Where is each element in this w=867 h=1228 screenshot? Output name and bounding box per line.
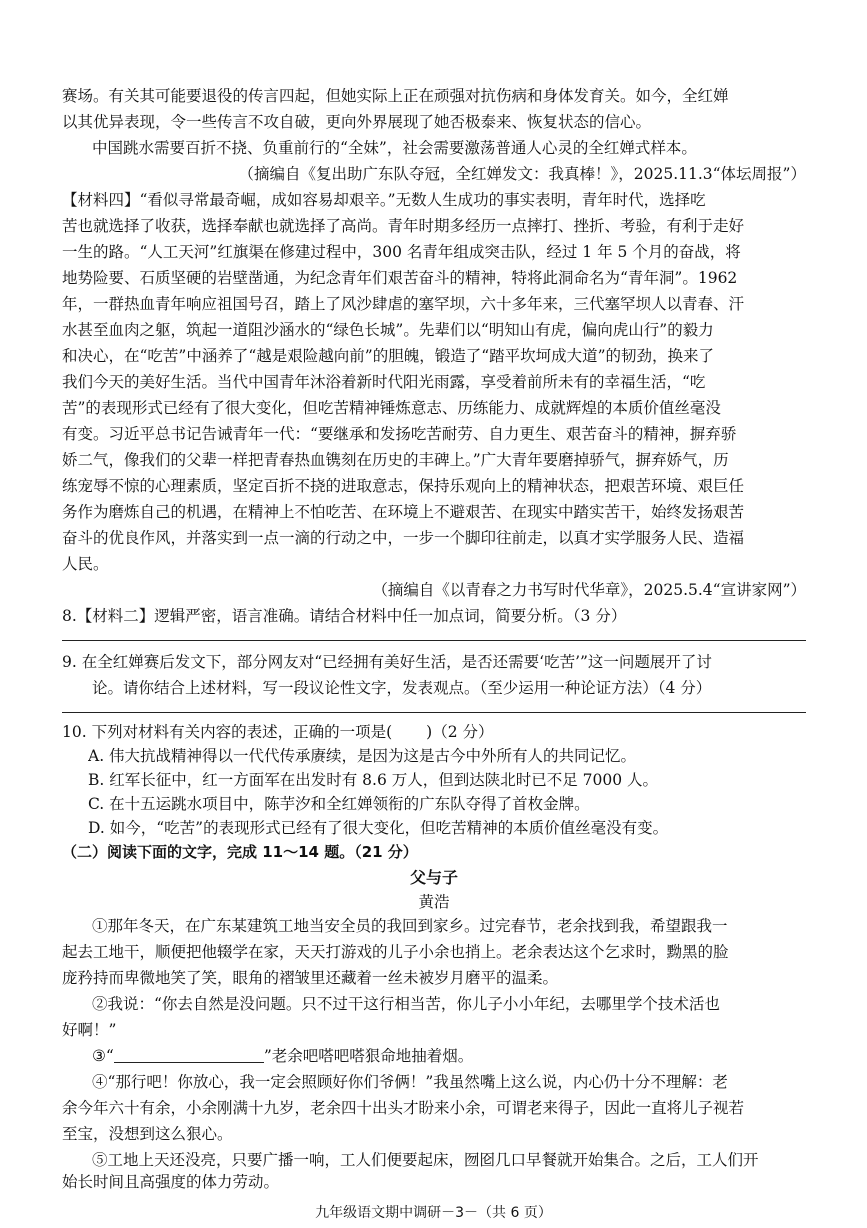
- story-p2-line-1: ②我说：“你去自然是没问题。只不过干这行相当苦，你儿子小小年纪，去哪里学个技术活也: [92, 995, 720, 1013]
- question-9-line-2: 论。请你结合上述材料，写一段议论性文字，发表观点。（至少运用一种论证方法）（4 分）: [92, 679, 712, 697]
- material4-line-8: 我们今天的美好生活。当代中国青年沐浴着新时代阳光雨露，享受着前所未有的幸福生活，“吃: [62, 373, 706, 391]
- source-material-4: （摘编自《以青春之力书写时代华章》，2025.5.4“宣讲家网”）: [372, 581, 806, 599]
- answer-line-q9[interactable]: [62, 712, 806, 713]
- question-10-stem-end: )（2 分）: [426, 723, 494, 741]
- story-p5-line-2: 始长时间且高强度的体力劳动。: [62, 1173, 280, 1191]
- story-p3-open: ③“: [92, 1047, 114, 1065]
- source-material-3: （摘编自《复出助广东队夺冠，全红婵发文：我真棒！》，2025.11.3“体坛周报”）: [238, 165, 806, 183]
- material4-line-9: 苦”的表现形式已经有了很大变化，但吃苦精神锤炼意志、历练能力、成就辉煌的本质价值丝毫没: [62, 399, 721, 417]
- continuation-line-2: 以其优异表现，令一些传言不攻自破，更向外界展现了她否极泰来、恢复状态的信心。: [62, 113, 652, 131]
- material4-line-3: 一生的路。“人工天河”红旗渠在修建过程中，300 名青年组成突击队，经过 1 年 5 个月的奋战，将: [62, 243, 741, 261]
- page-footer: 九年级语文期中调研－3－（共 6 页）: [315, 1205, 552, 1221]
- material4-line-13: 务作为磨炼自己的机遇，在精神上不怕吃苦、在环境上不避艰苦、在现实中踏实苦干，始终发扬艰苦: [62, 503, 745, 521]
- question-10-stem: [62, 722, 806, 742]
- material4-line-2: 苦也就选择了收获，选择奉献也就选择了高尚。青年时期多经历一点摔打、挫折、考验，有利于走好: [62, 217, 745, 235]
- story-p4-line-3: 至宝，没想到这么狠心。: [62, 1125, 233, 1143]
- material4-line-1: 【材料四】“看似寻常最奇崛，成如容易却艰辛。”无数人生成功的事实表明，青年时代，选择吃: [62, 191, 706, 209]
- material4-line-6: 水甚至血肉之躯，筑起一道阻沙涵水的“绿色长城”。先辈们以“明知山有虎，偏向虎山行”的毅力: [62, 321, 714, 339]
- material4-line-15: 人民。: [62, 555, 109, 573]
- story-title: 父与子: [409, 868, 458, 887]
- option-b: B. 红军长征中，红一方面军在出发时有 8.6 万人，但到达陕北时已不足 7000 人。: [88, 771, 659, 789]
- question-8: 8.【材料二】逻辑严密，语言准确。请结合材料中任一加点词，简要分析。（3 分）: [62, 607, 627, 625]
- material4-line-10: 有变。习近平总书记告诫青年一代：“要继承和发扬吃苦耐劳、自力更生、艰苦奋斗的精神，摒弃骄: [62, 425, 737, 443]
- question-9-line-1: 9. 在全红婵赛后发文下，部分网友对“已经拥有美好生活，是否还需要‘吃苦’”这一问题展开了讨: [62, 653, 712, 671]
- section-2-heading: （二）阅读下面的文字，完成 11～14 题。（21 分）: [62, 843, 418, 861]
- option-c: C. 在十五运跳水项目中，陈芋汐和全红婵领衔的广东队夺得了首枚金牌。: [88, 795, 590, 813]
- story-p5-line-1: ⑤工地上天还没亮，只要广播一响，工人们便要起床，囫囵几口早餐就开始集合。之后，工人们开: [92, 1151, 759, 1169]
- story-p1-line-3: 庞矜持而卑微地笑了笑，眼角的褶皱里还藏着一丝未被岁月磨平的温柔。: [62, 969, 559, 987]
- story-p4-line-2: 余今年六十有余，小余刚满十九岁，老余四十出头才盼来小余，可谓老来得子，因此一直将儿子视若: [62, 1099, 745, 1117]
- option-d: D. 如今，“吃苦”的表现形式已经有了很大变化，但吃苦精神的本质价值丝毫没有变。: [88, 819, 669, 837]
- continuation-line-1: 赛场。有关其可能要退役的传言四起，但她实际上正在顽强对抗伤病和身体发育关。如今，全红婵: [62, 87, 729, 105]
- continuation-indent-line: 中国跳水需要百折不挠、负重前行的“全妹”，社会需要激荡普通人心灵的全红婵式样本。: [92, 139, 697, 157]
- material4-line-14: 奋斗的优良作风，并落实到一点一滴的行动之中，一步一个脚印往前走，以真才实学服务人民、造福: [62, 529, 745, 547]
- option-a: A. 伟大抗战精神得以一代代传承赓续，是因为这是古今中外所有人的共同记忆。: [88, 747, 637, 765]
- story-p4-line-1: ④“那行吧！你放心，我一定会照顾好你们爷俩！”我虽然嘴上这么说，内心仍十分不理解：老: [92, 1073, 728, 1091]
- material4-line-5: 年，一群热血青年响应祖国号召，踏上了风沙肆虐的塞罕坝，六十多年来，三代塞罕坝人以青春、汗: [62, 295, 745, 313]
- story-p3: [92, 1046, 806, 1066]
- story-p3-close: ”老余吧嗒吧嗒狠命地抽着烟。: [263, 1047, 474, 1065]
- story-p2-line-2: 好啊！”: [62, 1021, 117, 1039]
- material4-line-4: 地势险要、石质坚硬的岩壁凿通，为纪念青年们艰苦奋斗的精神，特将此洞命名为“青年洞”。1962: [62, 269, 738, 287]
- material4-line-11: 娇二气，像我们的父辈一样把青春热血镌刻在历史的丰碑上。”广大青年要磨掉骄气，摒弃娇气，历: [62, 451, 729, 469]
- story-p1-line-2: 起去工地干，顺便把他辍学在家，天天打游戏的儿子小余也捎上。老余表达这个乞求时，黝黑的脸: [62, 943, 729, 961]
- material4-line-12: 练宠辱不惊的心理素质，坚定百折不挠的进取意志，保持乐观向上的精神状态，把艰苦环境、艰巨任: [62, 477, 745, 495]
- story-author: 黄浩: [418, 893, 450, 911]
- story-p1-line-1: ①那年冬天，在广东某建筑工地当安全员的我回到家乡。过完春节，老余找到我，希望跟我一: [92, 917, 728, 935]
- fill-in-blank[interactable]: [114, 1048, 264, 1063]
- question-10-stem-start: 10. 下列对材料有关内容的表述，正确的一项是(: [62, 723, 393, 741]
- answer-line-q8[interactable]: [62, 640, 806, 641]
- material4-line-7: 和决心，在“吃苦”中涵养了“越是艰险越向前”的胆魄，锻造了“踏平坎坷成大道”的韧劲，换来了: [62, 347, 715, 365]
